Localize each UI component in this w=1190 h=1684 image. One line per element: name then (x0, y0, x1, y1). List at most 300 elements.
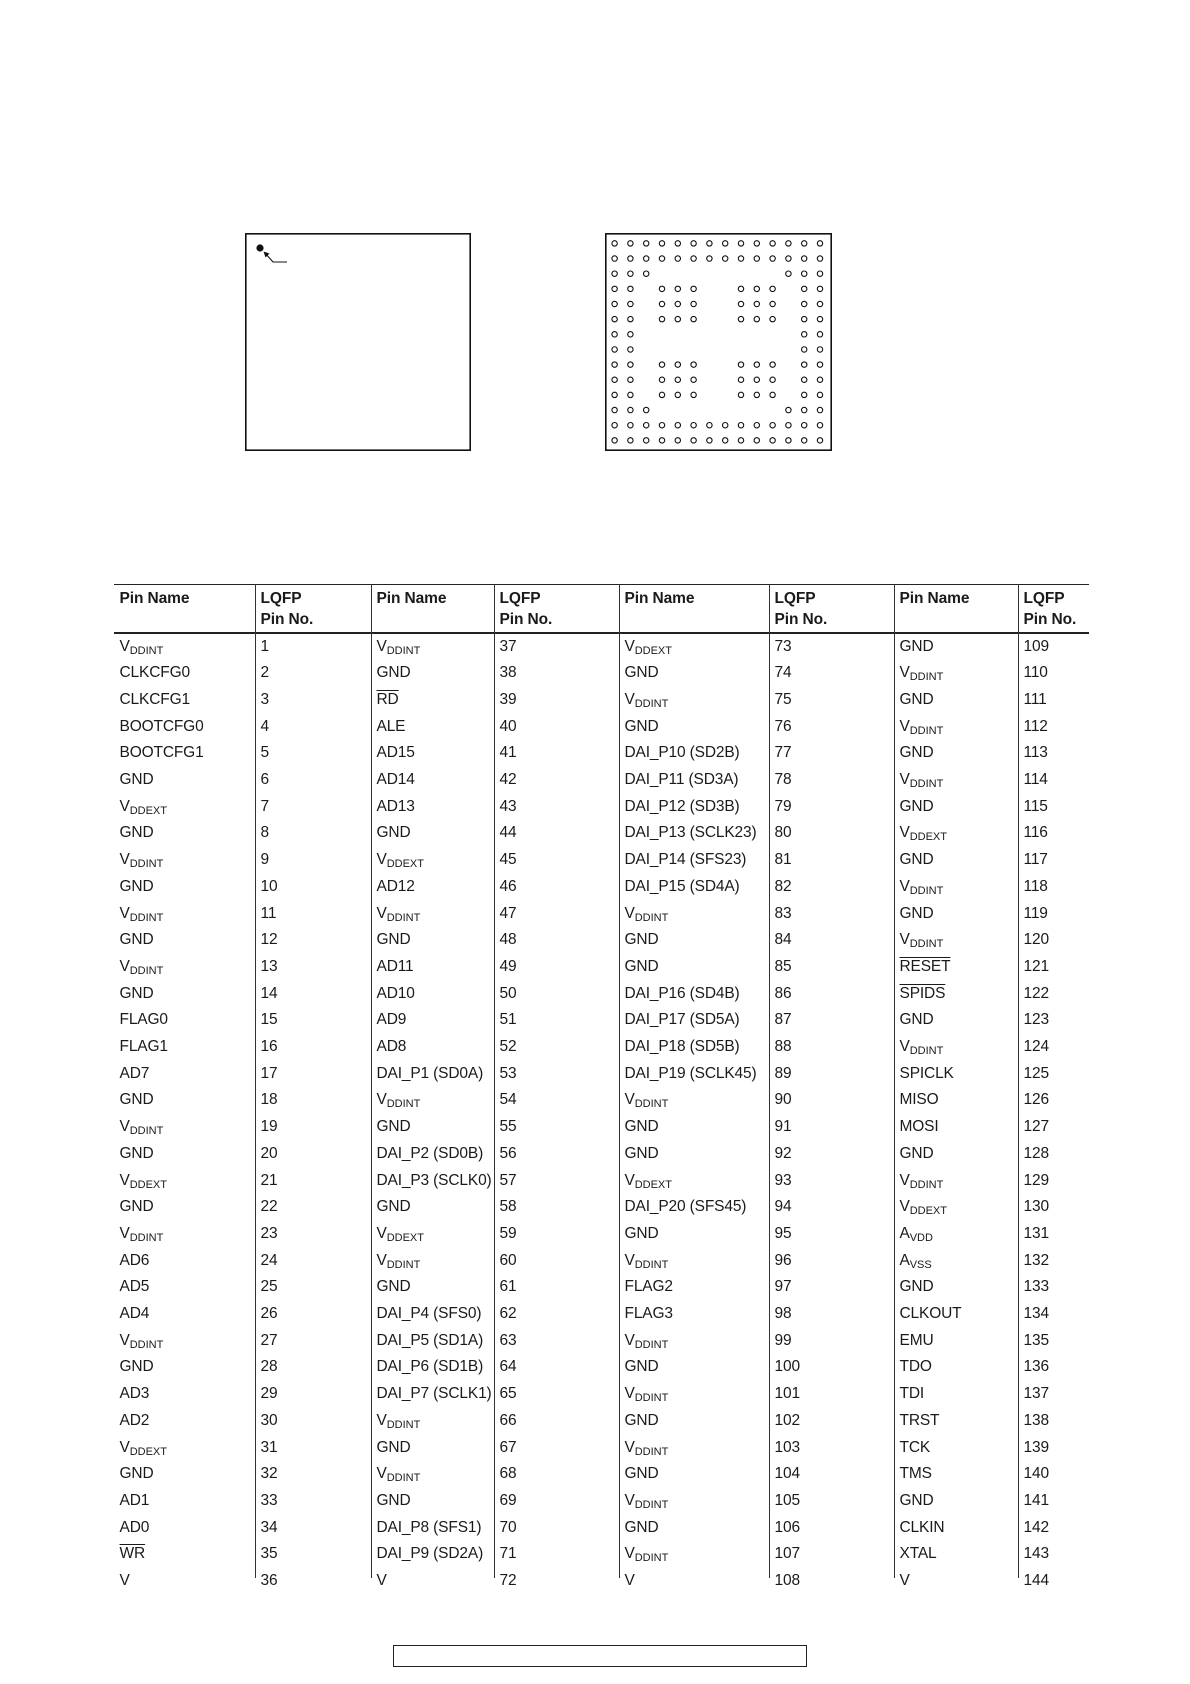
pin-name-cell (619, 660, 769, 687)
table-row (114, 1248, 1089, 1275)
lqfp-pin-number: 54 (499, 1091, 517, 1109)
pin-name-subscript: DDINT (634, 911, 669, 924)
lqfp-pin-number: 20 (260, 1144, 278, 1162)
column-divider (769, 584, 770, 1578)
pin-name-cell (371, 901, 494, 928)
table-row (114, 1274, 1089, 1301)
lqfp-pin-number: 2 (260, 664, 269, 682)
lqfp-pin-number: 130 (1023, 1198, 1049, 1216)
pin-name: AD9 (376, 1011, 407, 1029)
pin-name-cell (894, 1194, 1018, 1221)
pin-name: DAI_P3 (SCLK0) (376, 1171, 492, 1189)
pin-name: TMS (899, 1465, 932, 1483)
lqfp-pin-number: 95 (774, 1224, 792, 1242)
bga-ball (675, 301, 680, 306)
bga-ball (770, 241, 775, 246)
bga-ball (675, 392, 680, 397)
pin-name: V (119, 1331, 130, 1349)
table-row (114, 1087, 1089, 1114)
lqfp-pin-number: 128 (1023, 1144, 1049, 1162)
lqfp-pin-number: 43 (499, 797, 517, 815)
pin-name-cell (894, 1568, 1018, 1595)
bga-ball (754, 256, 759, 261)
lqfp-pin-number: 114 (1023, 771, 1048, 789)
lqfp-pin-number: 42 (499, 771, 517, 789)
lqfp-pin-number: 102 (774, 1411, 800, 1429)
pin-name-cell (371, 1034, 494, 1061)
pin-name: DAI_P18 (SD5B) (624, 1038, 740, 1056)
lqfp-pin-number: 92 (774, 1144, 792, 1162)
table-row (114, 1168, 1089, 1195)
column-divider (894, 584, 895, 1578)
pin-name-cell (619, 634, 769, 661)
pin-name: GND (624, 717, 659, 735)
pin-name: GND (624, 931, 659, 949)
bga-ball (802, 407, 807, 412)
pin-name: DAI_P16 (SD4B) (624, 984, 740, 1002)
lqfp-pin-number: 126 (1023, 1091, 1049, 1109)
lqfp-pin-number: 144 (1023, 1572, 1049, 1590)
pin-name: DAI_P12 (SD3B) (624, 797, 740, 815)
table-row (114, 1354, 1089, 1381)
bga-ball (659, 377, 664, 382)
bga-ball (817, 301, 822, 306)
pin-name-cell (619, 1381, 769, 1408)
bga-ball (817, 241, 822, 246)
lqfp-pin-number: 16 (260, 1038, 278, 1056)
bga-ball (770, 377, 775, 382)
lqfp-pin-number: 10 (260, 877, 278, 895)
pin-name: GND (119, 1144, 154, 1162)
pin-name-cell (619, 1435, 769, 1462)
pin-name: GND (624, 1518, 659, 1536)
lqfp-pin-number: 28 (260, 1358, 278, 1376)
pin-name: GND (119, 931, 154, 949)
bga-ball (644, 256, 649, 261)
pin-name: V (624, 690, 635, 708)
lqfp-header-label: LQFP (499, 589, 541, 607)
table-row (114, 1114, 1089, 1141)
pin-name-cell (114, 687, 255, 714)
lqfp-pin-number: 15 (260, 1011, 278, 1029)
lqfp-pin-number: 52 (499, 1038, 517, 1056)
bga-ball (707, 256, 712, 261)
pin-name: GND (899, 744, 934, 762)
lqfp-pin-number: 134 (1023, 1305, 1049, 1323)
bga-ball (612, 271, 617, 276)
lqfp-pin-number: 8 (260, 824, 269, 842)
pin-name: GND (899, 904, 934, 922)
lqfp-pin-number: 141 (1023, 1491, 1049, 1509)
bga-ball (817, 423, 822, 428)
bga-ball (802, 301, 807, 306)
pin-name: DAI_P9 (SD2A) (376, 1545, 484, 1563)
pin-name-cell (894, 714, 1018, 741)
pin-name: V (624, 1091, 635, 1109)
pin-name: GND (899, 1144, 934, 1162)
column-divider (1018, 584, 1019, 1578)
bga-ball (628, 301, 633, 306)
column-divider (255, 584, 256, 1578)
bga-ball (817, 347, 822, 352)
pin-name-subscript: DDINT (634, 1552, 669, 1565)
pin-name: DAI_P7 (SCLK1) (376, 1385, 492, 1403)
lqfp-pin-number: 119 (1023, 904, 1048, 922)
bga-ball (691, 392, 696, 397)
pin-name: V (119, 1118, 130, 1136)
lqfp-pin-number: 129 (1023, 1171, 1049, 1189)
pin-name: GND (119, 984, 154, 1002)
bga-ball (738, 423, 743, 428)
lqfp-pin-number: 41 (499, 744, 517, 762)
pin-name-subscript: DDEXT (909, 1205, 947, 1218)
pin-name: GND (899, 797, 934, 815)
bga-ball (738, 241, 743, 246)
bga-ball (659, 256, 664, 261)
table-row (114, 1007, 1089, 1034)
pin-name: GND (376, 1118, 411, 1136)
pin-name: GND (376, 1438, 411, 1456)
bga-ball (786, 271, 791, 276)
lqfp-pin-number: 87 (774, 1011, 792, 1029)
pin-name: DAI_P2 (SD0B) (376, 1144, 484, 1162)
pin-name-cell (894, 1381, 1018, 1408)
lqfp-pin-number: 127 (1023, 1118, 1049, 1136)
bga-ball (723, 438, 728, 443)
bga-ball (786, 438, 791, 443)
pin-name: GND (624, 1465, 659, 1483)
pin-name: AD12 (376, 877, 415, 895)
bga-ball (659, 316, 664, 321)
pin-name-cell (894, 767, 1018, 794)
pin-name: DAI_P8 (SFS1) (376, 1518, 482, 1536)
pin-name: V (899, 717, 910, 735)
lqfp-pin-number: 111 (1023, 690, 1047, 708)
pin-name-cell (894, 954, 1018, 981)
pin-name: V (624, 1385, 635, 1403)
pin-name-cell (114, 1354, 255, 1381)
column-divider (619, 584, 620, 1578)
lqfp-pin-number: 22 (260, 1198, 278, 1216)
pin-name: TRST (899, 1411, 940, 1429)
bga-ball (628, 316, 633, 321)
pin-name-cell (114, 901, 255, 928)
bga-ball (691, 241, 696, 246)
pin-name: V (624, 1545, 635, 1563)
bga-ball (817, 316, 822, 321)
pin-name-cell (114, 794, 255, 821)
pin-name-cell (894, 1007, 1018, 1034)
pin-no-header-label: Pin No. (1023, 611, 1077, 629)
lqfp-pin-number: 113 (1023, 744, 1048, 762)
lqfp-pin-number: 103 (774, 1438, 800, 1456)
pin-name-header-label: Pin Name (376, 589, 447, 607)
bga-ball (802, 347, 807, 352)
bga-ball (628, 286, 633, 291)
pin-name-cell (371, 1328, 494, 1355)
pin-name-cell (619, 927, 769, 954)
pin-name-subscript: DDINT (129, 644, 164, 657)
bga-ball (754, 286, 759, 291)
pin-name-cell (371, 1515, 494, 1542)
pin-name-cell (371, 740, 494, 767)
pin-name: V (119, 851, 130, 869)
pin-name-cell (894, 820, 1018, 847)
pin-name: V (624, 637, 635, 655)
table-row (114, 1381, 1089, 1408)
pin-name-subscript: DDEXT (634, 1178, 672, 1191)
table-row (114, 874, 1089, 901)
pin-name: A (899, 1251, 910, 1269)
pin-name-subscript: VSS (909, 1258, 932, 1271)
lqfp-pin-number: 31 (260, 1438, 278, 1456)
pin-name-cell (114, 634, 255, 661)
pin-name-cell (619, 1007, 769, 1034)
pin-name: V (899, 1572, 910, 1590)
pin-name-cell (619, 1568, 769, 1595)
bga-ball (659, 301, 664, 306)
bga-ball (738, 316, 743, 321)
pin-name-cell (371, 634, 494, 661)
pin-name-cell (894, 1274, 1018, 1301)
pin-name-header-label: Pin Name (624, 589, 695, 607)
lqfp-pin-number: 18 (260, 1091, 278, 1109)
bga-ball (659, 423, 664, 428)
pin-name-cell (114, 1248, 255, 1275)
bga-ball (628, 241, 633, 246)
bga-ball (723, 241, 728, 246)
pin-name-cell (371, 1061, 494, 1088)
pin-name-cell (114, 927, 255, 954)
bga-ball (802, 256, 807, 261)
table-row (114, 794, 1089, 821)
pin-name-cell (894, 927, 1018, 954)
pin-name-subscript: DDEXT (129, 804, 167, 817)
pin-name: BOOTCFG0 (119, 717, 204, 735)
pin-name-subscript: DDINT (386, 1258, 421, 1271)
bga-ball (754, 241, 759, 246)
lqfp-pin-number: 49 (499, 957, 517, 975)
pin-name: V (376, 904, 387, 922)
pin-name-cell (114, 1381, 255, 1408)
pin-name-header (114, 584, 255, 632)
pin-name: GND (624, 957, 659, 975)
bga-ball (802, 241, 807, 246)
lqfp-pin-number: 72 (499, 1572, 517, 1590)
table-row (114, 981, 1089, 1008)
pin-name: FLAG2 (624, 1278, 673, 1296)
pin-name-cell (619, 740, 769, 767)
pin-name-cell (371, 687, 494, 714)
pin-name: GND (624, 1224, 659, 1242)
lqfp-header-label: LQFP (260, 589, 302, 607)
table-row (114, 847, 1089, 874)
pin-name-cell (371, 714, 494, 741)
pin-name: V (119, 1224, 130, 1242)
pin-name: TCK (899, 1438, 931, 1456)
table-row (114, 1221, 1089, 1248)
lqfp-pin-number: 75 (774, 690, 792, 708)
pin-name: FLAG1 (119, 1038, 168, 1056)
lqfp-pin-number: 124 (1023, 1038, 1049, 1056)
table-row (114, 1194, 1089, 1221)
table-row (114, 1515, 1089, 1542)
lqfp-pin-no-header (1018, 584, 1089, 632)
pin-name: AD3 (119, 1385, 150, 1403)
column-divider (494, 584, 495, 1578)
pin-name-subscript: DDINT (634, 1392, 669, 1405)
lqfp-pin-number: 138 (1023, 1411, 1049, 1429)
pin-name: AD15 (376, 744, 415, 762)
pin-name-cell (894, 1461, 1018, 1488)
lqfp-pin-number: 93 (774, 1171, 792, 1189)
pin-name: V (119, 1171, 130, 1189)
bga-ball (817, 438, 822, 443)
pin-name: V (376, 1224, 387, 1242)
bga-ball (738, 362, 743, 367)
pin-name: $\overline{WR}$ (119, 1545, 146, 1563)
pin-name-cell (619, 1461, 769, 1488)
pin-name: V (376, 1411, 387, 1429)
lqfp-pin-number: 51 (499, 1011, 517, 1029)
bga-ball (612, 423, 617, 428)
pin-name-cell (894, 1301, 1018, 1328)
pin-no-header-label: Pin No. (774, 611, 828, 629)
pin-name-header (894, 584, 1018, 632)
pin-name-cell (114, 1515, 255, 1542)
pin-name-subscript: DDINT (386, 1098, 421, 1111)
pin-name-cell (894, 1515, 1018, 1542)
pin-name: GND (624, 1144, 659, 1162)
pin-name-cell (114, 1541, 255, 1568)
lqfp-pin-number: 26 (260, 1305, 278, 1323)
bga-ball (802, 316, 807, 321)
pin-name: V (376, 1091, 387, 1109)
bga-ball (628, 347, 633, 352)
pin-name-cell (619, 1087, 769, 1114)
lqfp-pin-number: 97 (774, 1278, 792, 1296)
lqfp-pin-number: 5 (260, 744, 269, 762)
pin-name-cell (619, 1408, 769, 1435)
column-divider (371, 584, 372, 1578)
pin-name-cell (371, 820, 494, 847)
pin-name-subscript: DDINT (909, 671, 944, 684)
lqfp-header-label: LQFP (774, 589, 816, 607)
bga-ball (754, 301, 759, 306)
lqfp-pin-number: 91 (774, 1118, 792, 1136)
pin-name-cell (371, 1488, 494, 1515)
lqfp-pin-number: 35 (260, 1545, 278, 1563)
pin-name-subscript: DDINT (129, 964, 164, 977)
pin-name-cell (114, 820, 255, 847)
bga-package-diagram (605, 233, 832, 451)
pin-name-cell (894, 901, 1018, 928)
bga-ball (817, 271, 822, 276)
bga-ball (612, 316, 617, 321)
pin-name: DAI_P15 (SD4A) (624, 877, 740, 895)
lqfp-pin-number: 125 (1023, 1064, 1049, 1082)
bga-ball (675, 286, 680, 291)
pin-name: V (119, 637, 130, 655)
bga-ball (802, 438, 807, 443)
pin-name-cell (114, 660, 255, 687)
table-row (114, 1568, 1089, 1595)
lqfp-pin-number: 6 (260, 771, 269, 789)
pin-name: AD11 (376, 957, 414, 975)
pin-name-header (619, 584, 769, 632)
lqfp-pin-number: 48 (499, 931, 517, 949)
pin-name-cell (894, 1034, 1018, 1061)
pin-name: AD4 (119, 1305, 150, 1323)
pin-name-cell (619, 1114, 769, 1141)
pin-name: SPICLK (899, 1064, 954, 1082)
table-row (114, 820, 1089, 847)
bga-ball (754, 392, 759, 397)
pin-name-cell (371, 1408, 494, 1435)
pin-name-cell (371, 794, 494, 821)
bga-ball (817, 377, 822, 382)
pin-name: GND (376, 931, 411, 949)
pin-name: V (119, 1438, 130, 1456)
lqfp-pin-number: 88 (774, 1038, 792, 1056)
lqfp-pin-number: 73 (774, 637, 792, 655)
pin-name-cell (114, 1488, 255, 1515)
bga-ball (707, 438, 712, 443)
pin-name-cell (371, 1301, 494, 1328)
pin-no-header-label: Pin No. (499, 611, 553, 629)
pin-name-cell (619, 714, 769, 741)
lqfp-pin-number: 58 (499, 1198, 517, 1216)
pin-name: V (376, 637, 387, 655)
pin-name: GND (376, 824, 411, 842)
lqfp-pin-number: 70 (499, 1518, 517, 1536)
lqfp-pin-number: 78 (774, 771, 792, 789)
pin-name-subscript: DDINT (634, 697, 669, 710)
bga-ball (754, 423, 759, 428)
pin-name: V (624, 1171, 635, 1189)
lqfp-pin-number: 68 (499, 1465, 517, 1483)
pin-name-cell (619, 954, 769, 981)
bga-ball (770, 423, 775, 428)
lqfp-pin-number: 69 (499, 1491, 517, 1509)
lqfp-pin-number: 90 (774, 1091, 792, 1109)
pin-name-cell (371, 1221, 494, 1248)
pin-name: V (899, 1198, 910, 1216)
bga-ball (770, 301, 775, 306)
pin-table (114, 584, 1089, 1590)
pin-name-cell (894, 1061, 1018, 1088)
bga-ball (659, 241, 664, 246)
lqfp-pin-number: 76 (774, 717, 792, 735)
pin-name-cell (114, 1568, 255, 1595)
pin-name-subscript: DDINT (386, 911, 421, 924)
lqfp-pin-number: 27 (260, 1331, 278, 1349)
pin-name-cell (894, 794, 1018, 821)
pin-name-cell (619, 1354, 769, 1381)
pin-name-cell (619, 794, 769, 821)
pin-name-cell (371, 954, 494, 981)
pin-name-subscript: DDINT (129, 1231, 164, 1244)
pin-name-cell (894, 847, 1018, 874)
pin-name-cell (114, 1301, 255, 1328)
pin-name: GND (119, 1465, 154, 1483)
pin-name: V (119, 904, 130, 922)
pin-name-cell (114, 1408, 255, 1435)
bga-ball (802, 332, 807, 337)
bga-ball (802, 423, 807, 428)
lqfp-pin-number: 1 (260, 637, 269, 655)
pin-name: GND (376, 1198, 411, 1216)
